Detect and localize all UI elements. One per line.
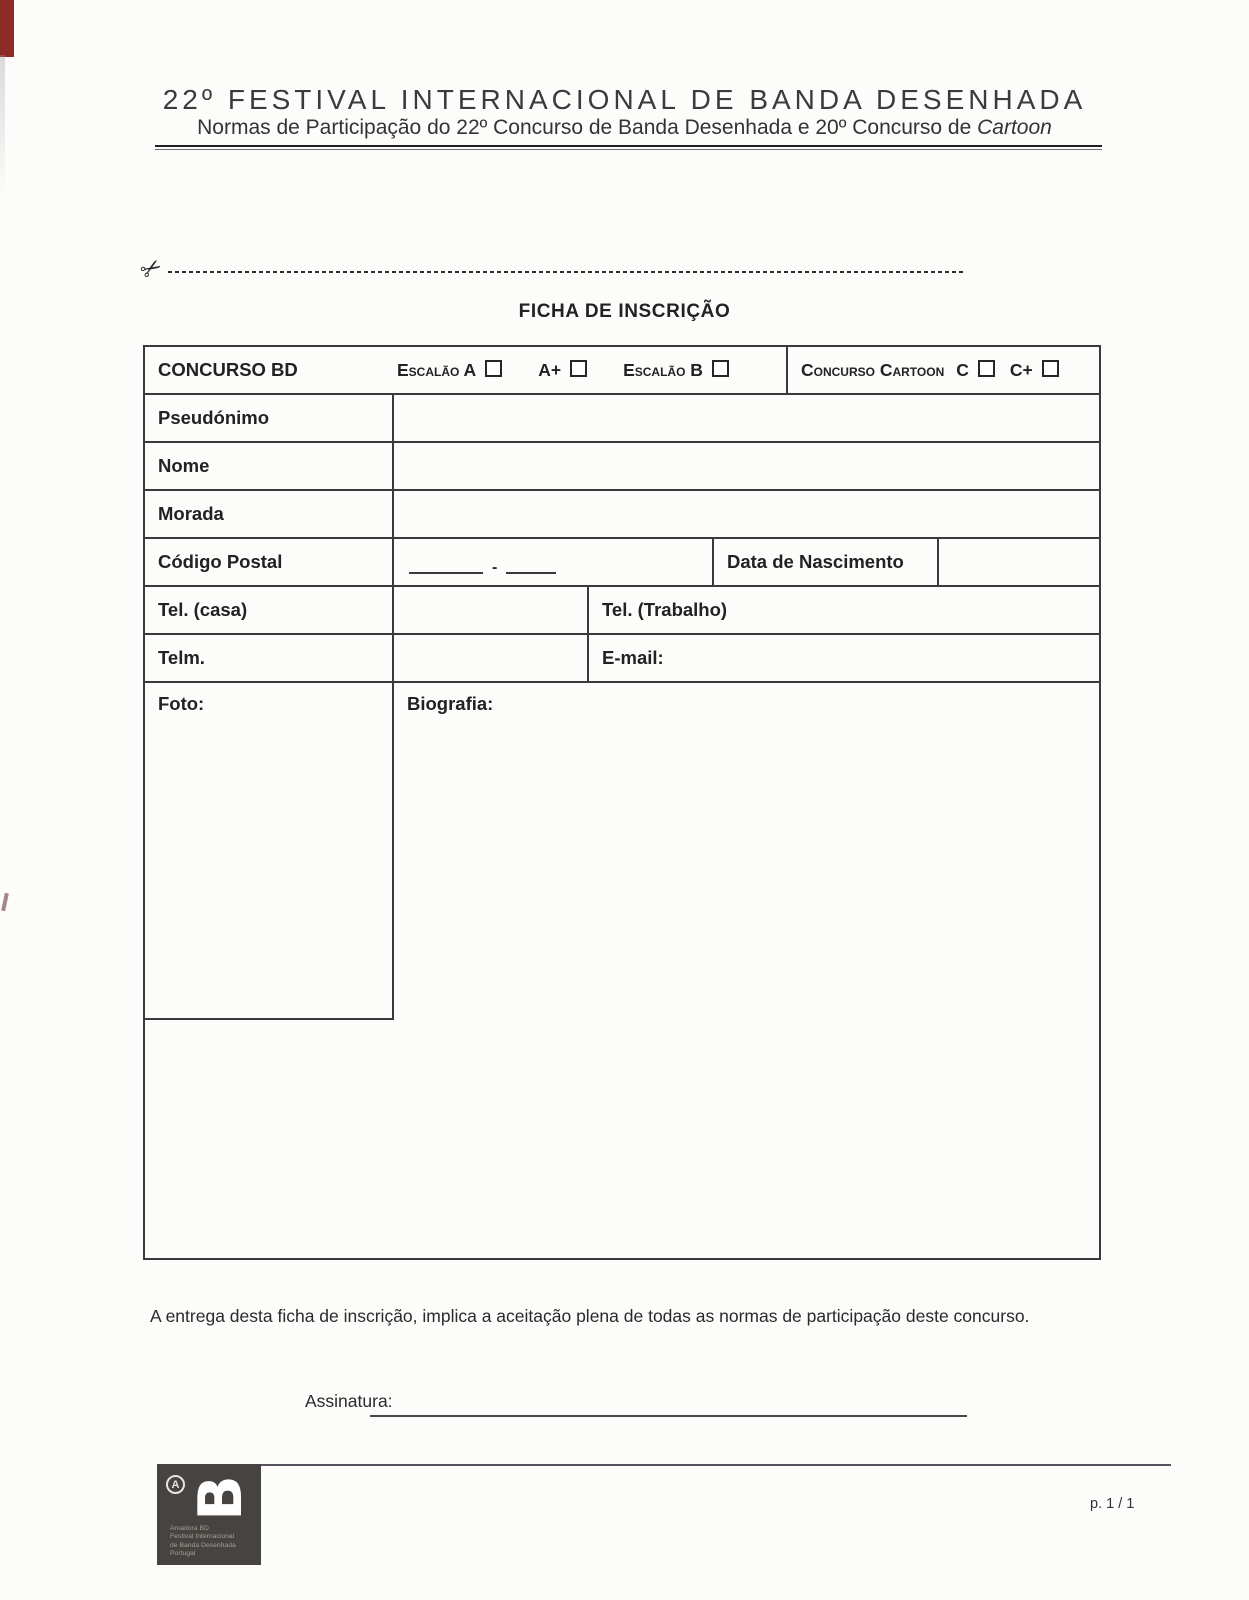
amadora-bd-logo (157, 1464, 261, 1565)
codigo-postal-input[interactable] (392, 539, 712, 585)
cell-tel-trabalho[interactable] (587, 587, 1099, 633)
pseudonimo-label: Pseudónimo (158, 407, 270, 428)
logo-text-line: Amadora BD (170, 1525, 209, 1532)
cell-concurso-bd (145, 347, 786, 393)
cell-concurso-cartoon (786, 347, 1099, 393)
escalao-b-label: Escalão B (623, 359, 703, 380)
option-escalao-b (623, 360, 729, 381)
signature-label: Assinatura: (305, 1391, 393, 1411)
scan-artifact-red-strip (0, 0, 14, 57)
tel-trabalho-label: Tel. (Trabalho) (602, 599, 728, 620)
footer-rule (261, 1464, 1171, 1466)
postal-blank-1 (409, 570, 483, 574)
cell-email[interactable] (587, 635, 1099, 681)
option-escalao-a (397, 360, 502, 381)
postal-blank-2 (506, 570, 556, 574)
email-label: E-mail: (602, 647, 664, 668)
logo-text-line: Festival Internacional (170, 1533, 235, 1541)
row-telefone (145, 587, 1099, 635)
data-nascimento-input[interactable] (937, 539, 1099, 585)
signature-line[interactable] (370, 1415, 967, 1417)
cell-pseudonimo-label (145, 395, 392, 441)
page-subtitle (0, 116, 1249, 140)
row-telm-email (145, 635, 1099, 683)
option-c (956, 360, 995, 381)
escalao-a-label: Escalão A (397, 359, 477, 380)
logo-smiley-icon: B (185, 1475, 256, 1521)
pseudonimo-input[interactable] (392, 395, 1099, 441)
a-plus-checkbox[interactable] (570, 360, 587, 377)
cell-codigo-postal-label (145, 539, 392, 585)
telm-label: Telm. (158, 647, 205, 668)
concurso-bd-label: CONCURSO BD (158, 359, 298, 380)
c-plus-checkbox[interactable] (1042, 360, 1059, 377)
row-codigo-postal (145, 539, 1099, 587)
subtitle-text: Normas de Participação do 22º Concurso de Banda Desenhada e 20º Concurso de (197, 116, 978, 139)
morada-label: Morada (158, 503, 224, 524)
data-nascimento-label: Data de Nascimento (727, 551, 904, 572)
cell-data-nascimento-label (712, 539, 937, 585)
cell-telm-label (145, 635, 392, 681)
option-c-plus (1010, 360, 1059, 381)
postal-separator: - (492, 559, 498, 576)
row-foto-biografia (145, 683, 1099, 1258)
page-title: 22º FESTIVAL INTERNACIONAL DE BANDA DESENHADA (162, 84, 1087, 115)
c-checkbox[interactable] (978, 360, 995, 377)
a-plus-label: A+ (538, 359, 562, 380)
concurso-cartoon-label: Concurso Cartoon (801, 359, 945, 380)
escalao-a-checkbox[interactable] (485, 360, 502, 377)
row-pseudonimo (145, 395, 1099, 443)
bd-options (397, 347, 729, 393)
c-label: C (956, 359, 969, 380)
foto-label: Foto: (158, 693, 205, 714)
logo-a-badge-icon: A (166, 1475, 185, 1494)
row-morada (145, 491, 1099, 539)
row-nome (145, 443, 1099, 491)
form-title: FICHA DE INSCRIÇÃO (518, 301, 731, 322)
biografia-input[interactable] (394, 683, 1099, 1258)
tel-casa-label: Tel. (casa) (158, 599, 248, 620)
cell-tel-casa-label (145, 587, 392, 633)
registration-table (143, 345, 1101, 1260)
morada-input[interactable] (392, 491, 1099, 537)
logo-text-line: Portugal (170, 1549, 196, 1557)
nome-input[interactable] (392, 443, 1099, 489)
cell-morada-label (145, 491, 392, 537)
header-rule (155, 145, 1102, 150)
page-number: p. 1 / 1 (1090, 1496, 1135, 1512)
cut-dashed-line (168, 271, 966, 273)
logo-text-line: de Banda Desenhada (170, 1541, 236, 1549)
cartoon-options (956, 360, 1059, 381)
acceptance-statement: A entrega desta ficha de inscrição, implica a aceitação plena de todas as normas de participação deste concurso. (150, 1306, 1030, 1326)
row-concurso (145, 347, 1099, 395)
c-plus-label: C+ (1009, 359, 1033, 380)
biografia-label: Biografia: (407, 693, 494, 714)
nome-label: Nome (158, 455, 210, 476)
escalao-b-checkbox[interactable] (712, 360, 729, 377)
tel-casa-input[interactable] (392, 587, 587, 633)
cell-nome-label (145, 443, 392, 489)
option-a-plus (538, 360, 587, 381)
foto-box[interactable] (145, 683, 394, 1020)
scan-artifact-mark (1, 893, 9, 911)
telm-input[interactable] (392, 635, 587, 681)
scissors-icon: ✂ (135, 251, 168, 287)
subtitle-italic-word: Cartoon (977, 116, 1052, 139)
logo-text (170, 1525, 236, 1558)
codigo-postal-label: Código Postal (158, 551, 283, 572)
